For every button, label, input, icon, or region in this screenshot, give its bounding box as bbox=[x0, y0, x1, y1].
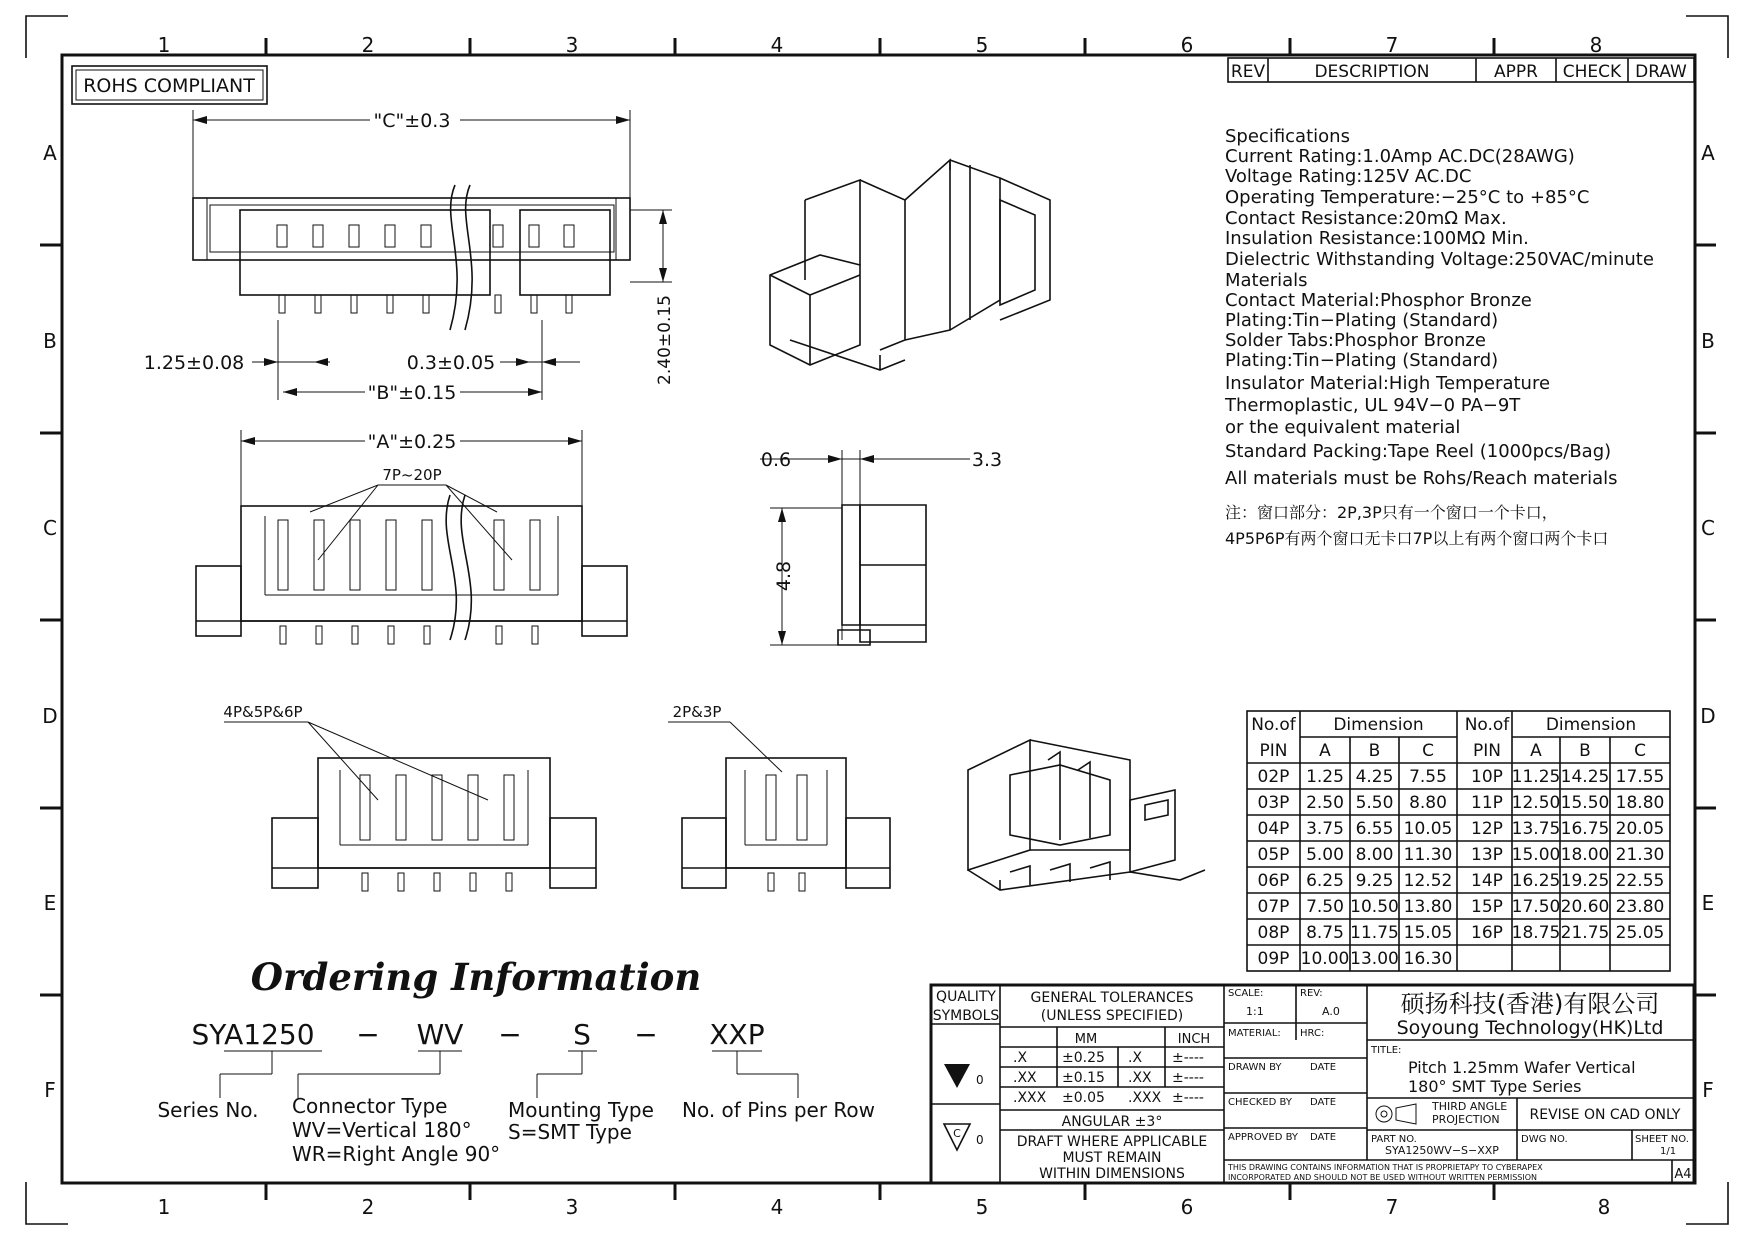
col-label: 5 bbox=[975, 33, 989, 57]
col-label: 1 bbox=[157, 33, 171, 57]
tol-cell: .X bbox=[1128, 1050, 1143, 1066]
dim-table-cell: 4.25 bbox=[1355, 767, 1394, 787]
part-type: WV bbox=[416, 1018, 464, 1051]
sheet-no-label: SHEET NO. bbox=[1635, 1134, 1689, 1145]
col-label: 8 bbox=[1597, 1195, 1611, 1219]
dim-table-cell: 02P bbox=[1257, 767, 1290, 787]
dim-table-cell: 23.80 bbox=[1615, 897, 1665, 917]
spec-line: Specifications bbox=[1225, 126, 1350, 147]
revise-label: REVISE ON CAD ONLY bbox=[1529, 1107, 1681, 1123]
dim-b-label: "B"±0.15 bbox=[367, 382, 457, 404]
confidential-line2: INCORPORATED AND SHOULD NOT BE USED WITHOUT WRITTEN PERMISSION bbox=[1228, 1173, 1537, 1182]
dim-table-cell: 3.75 bbox=[1306, 819, 1344, 839]
tol-cell: ±0.25 bbox=[1062, 1050, 1105, 1066]
col-label: 3 bbox=[565, 33, 579, 57]
dim-table-cell: 17.55 bbox=[1615, 767, 1665, 787]
projection-line2: PROJECTION bbox=[1432, 1113, 1500, 1126]
part-dash: − bbox=[498, 1018, 522, 1051]
date-label: DATE bbox=[1310, 1132, 1337, 1143]
part-pins: XXP bbox=[709, 1018, 765, 1051]
drawn-by-label: DRAWN BY bbox=[1228, 1062, 1282, 1073]
title-block bbox=[931, 985, 1694, 1183]
isometric-view-large bbox=[770, 160, 1050, 370]
part-dash: − bbox=[356, 1018, 380, 1051]
tol-cell: .X bbox=[1013, 1050, 1028, 1066]
rev-label: REV: bbox=[1300, 988, 1323, 999]
material-label: MATERIAL: bbox=[1228, 1028, 1281, 1039]
dim-table-subheader: PIN bbox=[1259, 741, 1288, 761]
col-label: 3 bbox=[565, 1195, 579, 1219]
scale-label: SCALE: bbox=[1228, 988, 1264, 999]
front-view-drawing bbox=[196, 430, 627, 644]
general-tolerances: GENERAL TOLERANCES bbox=[1030, 990, 1194, 1006]
tol-cell: .XX bbox=[1013, 1070, 1037, 1086]
col-label: 4 bbox=[770, 1195, 784, 1219]
scale-value: 1:1 bbox=[1246, 1005, 1264, 1018]
dim-table-subheader: C bbox=[1422, 741, 1434, 761]
spec-line: Insulator Material:High Temperature bbox=[1225, 373, 1551, 394]
dim-a-label: "A"±0.25 bbox=[367, 431, 457, 453]
angular-label: ANGULAR ±3° bbox=[1061, 1114, 1163, 1130]
col-label: 6 bbox=[1180, 33, 1194, 57]
dim-table-cell: 09P bbox=[1257, 949, 1290, 969]
dim-table-cell: 11.25 bbox=[1511, 767, 1561, 787]
spec-line: Plating:Tin−Plating (Standard) bbox=[1225, 310, 1499, 331]
rev-header: REV bbox=[1230, 62, 1266, 82]
connector-wr: WR=Right Angle 90° bbox=[292, 1142, 501, 1166]
spec-line: Operating Temperature:−25°C to +85°C bbox=[1225, 187, 1590, 208]
dim-table-cell: 13P bbox=[1471, 845, 1503, 865]
ordering-information bbox=[157, 955, 875, 1166]
dim-table-cell: 13.80 bbox=[1403, 897, 1453, 917]
col-label: 2 bbox=[361, 33, 375, 57]
dim-table-cell: 18.80 bbox=[1615, 793, 1665, 813]
rohs-badge bbox=[72, 66, 267, 104]
dim-table-cell: 03P bbox=[1257, 793, 1290, 813]
dim-table-subheader: C bbox=[1634, 741, 1646, 761]
dim-table-cell: 20.60 bbox=[1560, 897, 1610, 917]
dim-table-cell: 19.25 bbox=[1560, 871, 1610, 891]
row-label: E bbox=[43, 891, 57, 915]
col-label: 2 bbox=[361, 1195, 375, 1219]
dim-table-cell: 8.80 bbox=[1409, 793, 1447, 813]
dim-table-cell: 21.75 bbox=[1560, 923, 1610, 943]
spec-line: Standard Packing:Tape Reel (1000pcs/Bag) bbox=[1225, 441, 1612, 462]
draft-line: WITHIN DIMENSIONS bbox=[1039, 1166, 1185, 1182]
mounting-smt: S=SMT Type bbox=[508, 1120, 632, 1144]
connector-wv: WV=Vertical 180° bbox=[292, 1118, 472, 1142]
dim-table-cell: 18.00 bbox=[1560, 845, 1610, 865]
spec-line: Insulation Resistance:100MΩ Min. bbox=[1225, 228, 1529, 249]
rev-value: A.0 bbox=[1322, 1005, 1340, 1018]
dim-table-cell: 10.50 bbox=[1350, 897, 1399, 917]
col-label: 6 bbox=[1180, 1195, 1194, 1219]
spec-line: Dielectric Withstanding Voltage:250VAC/minute bbox=[1225, 249, 1654, 270]
dim-table-cell: 15P bbox=[1471, 897, 1503, 917]
rohs-label: ROHS COMPLIANT bbox=[83, 75, 255, 97]
tol-cell: ±0.15 bbox=[1062, 1070, 1105, 1086]
tol-cell: ±---- bbox=[1172, 1070, 1204, 1086]
dim-pin-label: 0.3±0.05 bbox=[406, 352, 496, 374]
tol-cell: .XXX bbox=[1013, 1090, 1047, 1106]
side-33-label: 3.3 bbox=[971, 449, 1003, 471]
dim-table-cell: 14.25 bbox=[1560, 767, 1610, 787]
row-label: F bbox=[1702, 1078, 1714, 1102]
row-label: A bbox=[1701, 141, 1715, 165]
row-label: D bbox=[42, 704, 58, 728]
row-label: E bbox=[1701, 891, 1715, 915]
spec-line: Voltage Rating:125V AC.DC bbox=[1225, 166, 1472, 187]
dim-table-cell: 11.30 bbox=[1403, 845, 1453, 865]
description-header: DESCRIPTION bbox=[1314, 62, 1430, 82]
draw-header: DRAW bbox=[1635, 62, 1687, 82]
title-line1: Pitch 1.25mm Wafer Vertical bbox=[1408, 1058, 1636, 1077]
dim-table-cell: 9.25 bbox=[1355, 871, 1394, 891]
top-view-drawing bbox=[144, 110, 675, 404]
part-no-value: SYA1250WV−S−XXP bbox=[1385, 1144, 1499, 1157]
dim-table-header: No.of bbox=[1251, 715, 1296, 735]
side-48-label: 4.8 bbox=[773, 560, 795, 592]
dim-table-cell: 13.00 bbox=[1350, 949, 1399, 969]
dimension-table bbox=[1247, 711, 1670, 971]
company-en: Soyoung Technology(HK)Ltd bbox=[1396, 1017, 1664, 1039]
dim-table-cell: 12P bbox=[1471, 819, 1503, 839]
dim-table-cell: 12.52 bbox=[1403, 871, 1453, 891]
part-no-label: PART NO. bbox=[1371, 1134, 1417, 1145]
tol-cell: .XXX bbox=[1128, 1090, 1162, 1106]
symbols-label: SYMBOLS bbox=[932, 1008, 1000, 1024]
dim-table-cell: 06P bbox=[1257, 871, 1290, 891]
label-456p: 4P&5P&6P bbox=[223, 703, 303, 721]
dim-table-cell: 12.50 bbox=[1511, 793, 1561, 813]
dim-table-cell: 05P bbox=[1257, 845, 1290, 865]
dwg-no-label: DWG NO. bbox=[1521, 1134, 1568, 1145]
dim-table-cell: 14P bbox=[1471, 871, 1503, 891]
dim-table-cell: 15.50 bbox=[1560, 793, 1610, 813]
col-label: 7 bbox=[1385, 1195, 1399, 1219]
pins-label: No. of Pins per Row bbox=[682, 1098, 875, 1122]
date-label: DATE bbox=[1310, 1097, 1337, 1108]
dim-table-cell: 18.75 bbox=[1511, 923, 1561, 943]
dim-table-cell: 8.75 bbox=[1306, 923, 1344, 943]
row-label: C bbox=[1701, 516, 1715, 540]
col-label: 1 bbox=[157, 1195, 171, 1219]
mm-header: MM bbox=[1074, 1032, 1098, 1047]
sym-c-letter: C bbox=[953, 1127, 961, 1140]
row-label: A bbox=[43, 141, 57, 165]
dim-table-cell: 13.75 bbox=[1511, 819, 1561, 839]
title-label: TITLE: bbox=[1371, 1045, 1402, 1056]
col-label: 7 bbox=[1385, 33, 1399, 57]
row-label: C bbox=[43, 516, 57, 540]
tol-cell: ±---- bbox=[1172, 1090, 1204, 1106]
row-label: B bbox=[43, 329, 57, 353]
draft-line: MUST REMAIN bbox=[1062, 1150, 1162, 1166]
dim-table-cell: 10P bbox=[1471, 767, 1503, 787]
critical-symbol-icon bbox=[944, 1064, 970, 1088]
quality-label: QUALITY bbox=[936, 989, 996, 1005]
title-line2: 180° SMT Type Series bbox=[1408, 1077, 1582, 1096]
note-line: 注：窗口部分：2P,3P只有一个窗口一个卡口， bbox=[1225, 503, 1558, 522]
part-dash: − bbox=[634, 1018, 658, 1051]
dim-table-subheader: B bbox=[1579, 741, 1591, 761]
dim-table-cell: 11P bbox=[1471, 793, 1503, 813]
dim-table-cell: 6.25 bbox=[1306, 871, 1344, 891]
dim-table-header: Dimension bbox=[1545, 715, 1637, 735]
dim-table-header: No.of bbox=[1464, 715, 1510, 735]
side-06-label: 0.6 bbox=[760, 449, 792, 471]
confidential-line1: THIS DRAWING CONTAINS INFORMATION THAT IS PROPRIETAPY TO CYBERAPEX bbox=[1228, 1163, 1543, 1172]
chinese-note bbox=[1225, 503, 1608, 548]
dim-table-cell: 21.30 bbox=[1615, 845, 1665, 865]
dim-table-cell: 2.50 bbox=[1306, 793, 1344, 813]
tol-cell: ±---- bbox=[1172, 1050, 1204, 1066]
isometric-view-small bbox=[968, 740, 1205, 890]
spec-line: Contact Resistance:20mΩ Max. bbox=[1225, 208, 1507, 229]
appr-header: APPR bbox=[1494, 62, 1538, 82]
row-label: B bbox=[1701, 329, 1715, 353]
revision-table bbox=[1228, 58, 1694, 82]
checked-by-label: CHECKED BY bbox=[1228, 1097, 1292, 1108]
col-label: 4 bbox=[770, 33, 784, 57]
spec-line: Plating:Tin−Plating (Standard) bbox=[1225, 350, 1499, 371]
sym-a-value: 0 bbox=[976, 1073, 984, 1087]
dim-table-subheader: A bbox=[1319, 741, 1331, 761]
dim-table-header: Dimension bbox=[1333, 715, 1424, 735]
dim-table-cell: 5.00 bbox=[1306, 845, 1344, 865]
dim-table-cell: 04P bbox=[1257, 819, 1290, 839]
view-2p3p bbox=[668, 703, 890, 891]
dim-table-cell: 16.30 bbox=[1403, 949, 1453, 969]
dim-table-cell: 25.05 bbox=[1615, 923, 1665, 943]
sheet-size: A4 bbox=[1674, 1167, 1692, 1182]
side-view-drawing bbox=[760, 449, 1002, 645]
dim-table-cell: 16.75 bbox=[1560, 819, 1610, 839]
label-23p: 2P&3P bbox=[672, 703, 722, 721]
spec-line: or the equivalent material bbox=[1225, 417, 1461, 438]
row-label: F bbox=[44, 1078, 56, 1102]
inch-header: INCH bbox=[1177, 1032, 1211, 1047]
tol-cell: .XX bbox=[1128, 1070, 1152, 1086]
view-4p5p6p bbox=[223, 703, 596, 891]
mounting-type-label: Mounting Type bbox=[508, 1098, 654, 1122]
spec-line: All materials must be Rohs/Reach materials bbox=[1225, 468, 1618, 489]
dim-table-cell: 16P bbox=[1471, 923, 1503, 943]
dim-table-cell: 8.00 bbox=[1355, 845, 1394, 865]
note-line: 4P5P6P有两个窗口无卡口7P以上有两个窗口两个卡口 bbox=[1225, 529, 1609, 548]
dim-table-cell: 08P bbox=[1257, 923, 1290, 943]
dim-table-cell: 17.50 bbox=[1511, 897, 1561, 917]
approved-by-label: APPROVED BY bbox=[1228, 1132, 1299, 1143]
company-cn: 硕扬科技(香港)有限公司 bbox=[1400, 990, 1660, 1018]
part-series: SYA1250 bbox=[191, 1018, 315, 1051]
dim-240-label: 2.40±0.15 bbox=[655, 295, 675, 385]
ordering-title: Ordering Information bbox=[250, 955, 702, 999]
range-7p20p-label: 7P~20P bbox=[382, 466, 442, 484]
date-label: DATE bbox=[1310, 1062, 1337, 1073]
dim-table-subheader: PIN bbox=[1473, 741, 1501, 761]
dim-table-cell: 16.25 bbox=[1511, 871, 1561, 891]
dim-table-cell: 15.00 bbox=[1511, 845, 1561, 865]
col-label: 8 bbox=[1589, 33, 1603, 57]
dim-table-subheader: B bbox=[1368, 741, 1381, 761]
spec-line: Solder Tabs:Phosphor Bronze bbox=[1225, 330, 1486, 351]
dim-table-cell: 1.25 bbox=[1306, 767, 1344, 787]
projection-line1: THIRD ANGLE bbox=[1432, 1100, 1508, 1113]
dim-table-cell: 20.05 bbox=[1615, 819, 1665, 839]
dim-table-cell: 11.75 bbox=[1350, 923, 1399, 943]
check-header: CHECK bbox=[1562, 62, 1622, 82]
dim-table-cell: 10.00 bbox=[1300, 949, 1350, 969]
dim-table-cell: 10.05 bbox=[1403, 819, 1453, 839]
col-label: 5 bbox=[975, 1195, 989, 1219]
dim-table-cell: 7.50 bbox=[1306, 897, 1344, 917]
projection-icon bbox=[1376, 1106, 1392, 1122]
series-label: Series No. bbox=[157, 1098, 259, 1122]
draft-line: DRAFT WHERE APPLICABLE bbox=[1016, 1134, 1208, 1150]
row-label: D bbox=[1700, 704, 1716, 728]
tol-cell: ±0.05 bbox=[1062, 1090, 1105, 1106]
sym-b-value: 0 bbox=[976, 1133, 984, 1147]
sheet-value: 1/1 bbox=[1660, 1146, 1677, 1157]
dim-table-cell: 7.55 bbox=[1409, 767, 1447, 787]
dim-table-cell: 5.50 bbox=[1355, 793, 1394, 813]
dim-table-cell: 22.55 bbox=[1615, 871, 1665, 891]
specifications bbox=[1224, 126, 1654, 489]
dim-table-cell: 07P bbox=[1257, 897, 1290, 917]
dim-table-cell: 15.05 bbox=[1403, 923, 1453, 943]
spec-line: Current Rating:1.0Amp AC.DC(28AWG) bbox=[1225, 146, 1575, 167]
spec-line: Thermoplastic, UL 94V−0 PA−9T bbox=[1225, 395, 1521, 416]
spec-line: Materials bbox=[1225, 270, 1308, 291]
spec-line: Contact Material:Phosphor Bronze bbox=[1225, 290, 1532, 311]
dim-table-subheader: A bbox=[1530, 741, 1542, 761]
dim-pitch-label: 1.25±0.08 bbox=[143, 352, 245, 374]
unless-specified: (UNLESS SPECIFIED) bbox=[1040, 1008, 1184, 1024]
part-mount: S bbox=[573, 1018, 591, 1051]
dim-table-cell: 6.55 bbox=[1355, 819, 1394, 839]
dim-c-label: "C"±0.3 bbox=[373, 110, 451, 132]
hrc-label: HRC: bbox=[1300, 1028, 1325, 1039]
connector-type-label: Connector Type bbox=[292, 1094, 448, 1118]
